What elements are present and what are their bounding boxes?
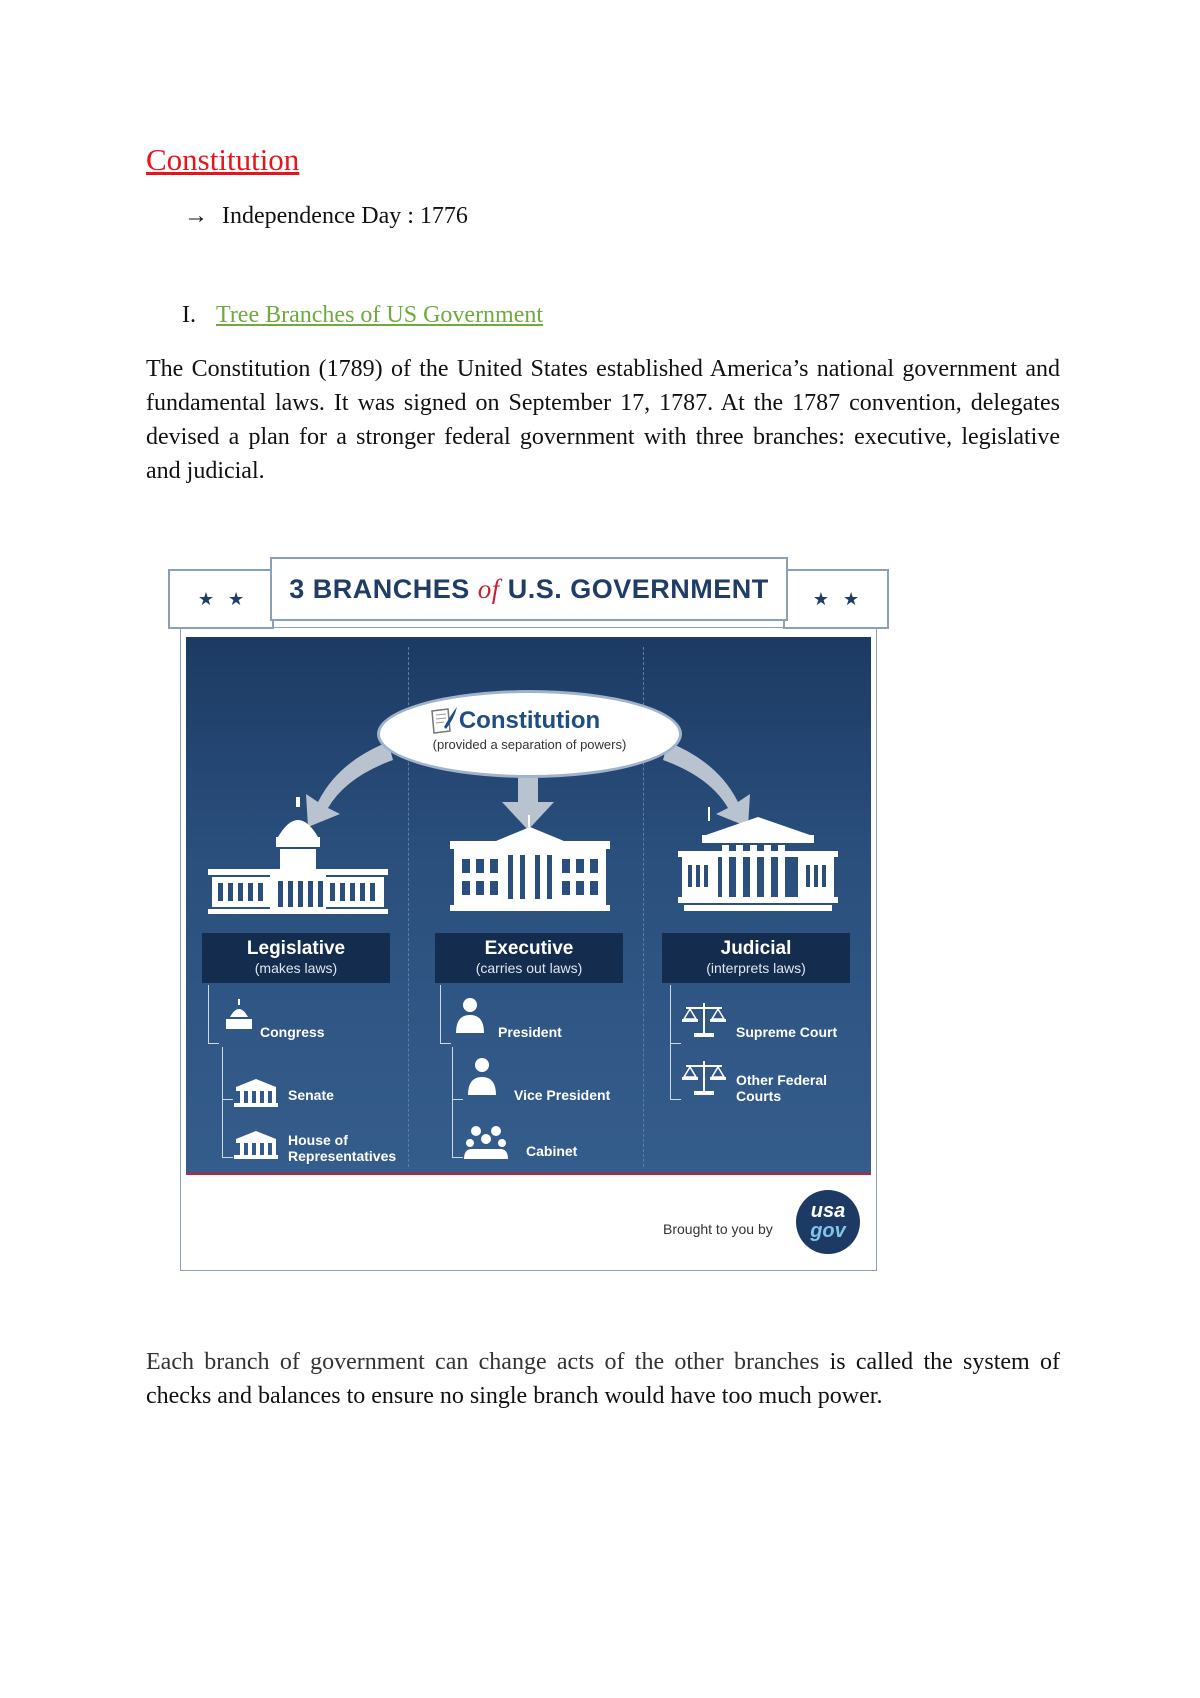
capitol-dome-icon xyxy=(222,999,256,1031)
item-congress: Congress xyxy=(260,1024,325,1040)
branch-role: (makes laws) xyxy=(254,960,338,976)
branch-name: Executive xyxy=(484,938,574,959)
item-house: House of Representatives xyxy=(288,1132,397,1164)
usagov-logo[interactable] xyxy=(796,1190,860,1254)
tree-connector xyxy=(222,1047,233,1100)
scales-of-justice-icon xyxy=(682,1003,726,1037)
star-icon: ★ xyxy=(228,588,245,609)
constitution-subtitle: (provided a separation of powers) xyxy=(432,737,627,752)
branch-name: Judicial xyxy=(720,938,792,959)
supreme-court-icon xyxy=(678,807,838,915)
branch-header-legislative xyxy=(202,933,390,983)
item-senate: Senate xyxy=(288,1087,334,1103)
star-icon: ★ xyxy=(812,588,829,609)
item-cabinet: Cabinet xyxy=(526,1143,578,1159)
outro-text-light: Each branch of government can change acts of the other branches xyxy=(146,1349,820,1375)
brought-to-you-by: Brought to you by xyxy=(663,1221,773,1237)
item-president: President xyxy=(498,1024,562,1040)
tree-connector xyxy=(440,985,451,1044)
senate-building-icon xyxy=(234,1079,278,1107)
tree-connector xyxy=(452,1099,463,1158)
title-of: of xyxy=(477,573,500,604)
tree-connector xyxy=(222,1099,233,1158)
person-icon xyxy=(454,997,486,1035)
banner-right-wing xyxy=(783,569,889,629)
constitution-oval xyxy=(377,690,682,778)
infographic-title xyxy=(289,574,769,605)
infographic-banner xyxy=(270,557,788,621)
independence-line xyxy=(184,203,468,230)
banner-left-wing xyxy=(168,569,274,629)
tree-connector xyxy=(670,1043,681,1100)
branch-role: (interprets laws) xyxy=(706,960,806,976)
star-icon: ★ xyxy=(843,588,860,609)
branch-header-executive xyxy=(435,933,623,983)
branch-role: (carries out laws) xyxy=(475,960,583,976)
section-number: I. xyxy=(182,302,196,328)
outro-text-main: is called the system of checks and balances to ensure no single branch would have too much power. xyxy=(146,1349,1061,1409)
branch-header-judicial xyxy=(662,933,850,983)
constitution-title: Constitution xyxy=(458,707,601,734)
white-house-icon xyxy=(450,815,610,915)
logo-text-gov: gov xyxy=(810,1220,846,1242)
item-vice-president: Vice President xyxy=(514,1087,611,1103)
branches-infographic xyxy=(168,557,889,1271)
branch-name: Legislative xyxy=(246,938,346,959)
person-icon xyxy=(466,1057,498,1097)
tree-connector xyxy=(670,985,681,1044)
document-title: Constitution xyxy=(146,142,300,177)
scroll-quill-icon xyxy=(428,705,458,737)
intro-paragraph: The Constitution (1789) of the United States established America’s national government and fundamental laws. It was signed on September 17, 1787. At the 1787 convention, delegates devised a plan for a stronger federal government with three branches: executive, legislative and judicial. xyxy=(146,356,1060,484)
capitol-building-icon xyxy=(208,797,388,915)
scales-of-justice-icon xyxy=(682,1061,726,1095)
tree-connector xyxy=(208,985,219,1044)
red-divider-line xyxy=(186,1173,871,1175)
logo-text-usa: usa xyxy=(810,1200,846,1222)
title-part-2: U.S. GOVERNMENT xyxy=(507,573,769,604)
tree-connector xyxy=(452,1047,463,1100)
checks-balances-paragraph xyxy=(146,1345,1060,1413)
independence-text: Independence Day : 1776 xyxy=(222,203,468,229)
section-heading xyxy=(182,302,543,329)
title-part-1: 3 BRANCHES xyxy=(289,573,470,604)
group-people-icon xyxy=(464,1123,508,1159)
section-title-link[interactable]: Tree Branches of US Government xyxy=(216,302,544,328)
item-federal-courts: Other Federal Courts xyxy=(736,1072,828,1104)
house-building-icon xyxy=(234,1131,278,1159)
star-icon: ★ xyxy=(197,588,214,609)
item-supreme-court: Supreme Court xyxy=(736,1024,838,1040)
arrow-right-icon: → xyxy=(184,203,208,229)
